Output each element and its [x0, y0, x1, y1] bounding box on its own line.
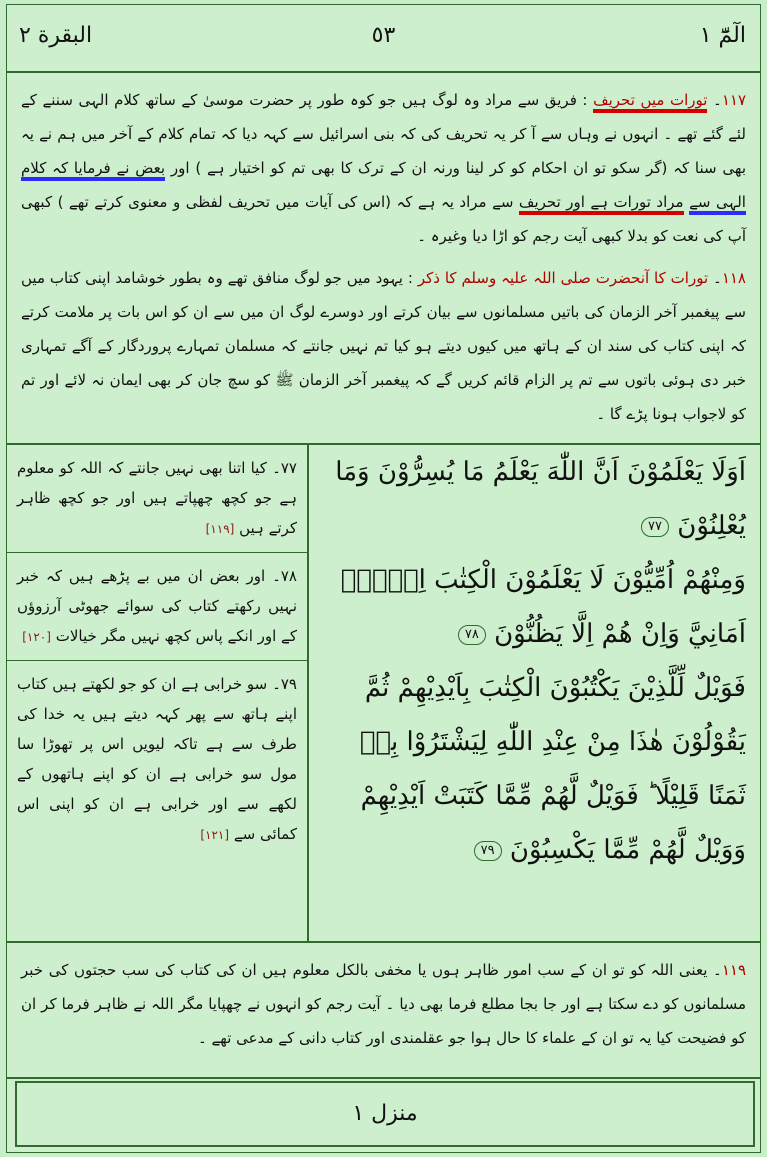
translation-column: [7, 445, 309, 941]
translation-77: [7, 445, 307, 553]
note-118-number: ١١٨: [721, 269, 746, 287]
verse-text: فَوَيْلٌ لِّلَّذِيْنَ يَكْتُبُوْنَ الْكِتٰبَ بِاَيْدِيْهِمْ ثُمَّ يَقُوْلُوْنَ هٰذَا مِنْ عِنْدِ اللّٰهِ لِيَشْتَرُوْا بِهٖ ثَمَنًا قَلِيْلًا ؕ فَوَيْلٌ لَّهُمْ مِّمَّا كَتَبَتْ اَيْدِيْهِمْ وَوَيْلٌ لَّهُمْ مِّمَّا يَكْسِبُوْنَ: [359, 673, 746, 865]
footnote-ref: [١٢٠]: [22, 630, 51, 644]
manzil-label: منزل ١: [352, 1101, 418, 1126]
note-118-body: : یہود میں جو لوگ منافق تھے وہ بطور خوشامد اپنی کتاب میں سے پیغمبر آخر الزمان کی باتیں مسلمانوں سے بیان کرتے اور دوسرے لوگ ان میں سے ان کو اس بات پر ملامت کرتے کہ اپنی کتاب کی سند ان کے ہاتھ میں کیوں دیتے ہو کیا تم نہیں جانتے کہ مسلمان تمہارے پروردگار کے آگے تمہاری خبر دی ہوئی باتوں سے تم پر الزام قائم کریں گے کہ پیغمبر آخر الزمان ﷺ کو سچ جان کر بھی ایمان نہ لائے اور تم کو لاجواب ہونا پڑے گا ۔: [21, 269, 746, 423]
note-118-title: تورات کا آنحضرت صلی اللہ علیہ وسلم کا ذکر: [417, 269, 709, 287]
note-117-tail: سے مراد یہ ہے کہ (اس کی آیات میں تحریف لفظی و معنوی کرتے تھے ) کبھی آپ کی نعت کو بدلا کبھی آیت رجم کو اڑا دیا وغیرہ ۔: [21, 193, 746, 245]
ayah-marker: ٧٩: [474, 841, 502, 861]
note-117-body: : فریق سے مراد وہ لوگ ہیں جو کوہ طور پر حضرت موسیٰ کے ساتھ کلام الہی سننے کے لئے گئے تھے ۔ انہوں نے وہاں سے آ کر یہ تحریف کی کہ بنی اسرائیل سے کہہ دیا کہ تمام کلام کے آخر میں ہم نے یہ بھی سنا کہ (گر سکو تو ان احکام کو کر لینا ورنہ ان کے ترک کا بھی تم کو اختیار ہے ) اور: [21, 91, 746, 177]
juz-name: الٓمّٓ ١: [699, 23, 746, 48]
translation-79: [7, 661, 307, 858]
ayah-marker: ٧٧: [641, 517, 669, 537]
bottom-commentary: [7, 943, 760, 1079]
note-117-number: ١١٧: [721, 91, 746, 109]
verse-77: [307, 445, 760, 553]
translation-text: ٧٩۔ سو خرابی ہے ان کو جو لکھتے ہیں کتاب اپنے ہاتھ سے پھر کہہ دیتے ہیں یہ خدا کی طرف سے ہے تاکہ لیویں اس پر تھوڑا سا مول سو خرابی ہے ان کو اپنے ہاتھوں کے لکھے سے اور خرابی ہے ان کو اپنی اس کمائی سے: [17, 675, 297, 843]
verse-section: [7, 445, 760, 943]
translation-text: ٧٨۔ اور بعض ان میں بے پڑھے ہیں کہ خبر نہیں رکھتے کتاب کی سوائے جھوٹی آرزوؤں کے اور انکے پاس کچھ نہیں مگر خیالات: [17, 567, 297, 645]
note-119-text: یعنی اللہ کو تو ان کے سب امور ظاہر ہوں یا مخفی بالکل معلوم ہیں ان کی کتاب کی سب حجتوں کی خبر مسلمانوں کو دے سکتا ہے اور جا بجا مطلع فرما بھی دیا ۔ آیت رجم کو انہوں نے چھپایا مگر اللہ نے ظاہر فرما کر ان کو فضیحت کیا یہ تو ان کے علماء کا حال ہوا جو عقلمندی اور کتاب دانی کے مدعی تھے ۔: [21, 961, 746, 1047]
note-119-number: ١١٩: [721, 961, 746, 979]
page-header: [7, 5, 760, 73]
page-frame: [6, 4, 761, 1153]
page-number: ٥٣: [371, 23, 396, 48]
note-117: ١١٧۔ تورات میں تحریف : فریق سے مراد وہ لوگ ہیں جو کوہ طور پر حضرت موسیٰ کے ساتھ کلام الہی سننے کے لئے گئے تھے ۔ انہوں نے وہاں سے آ کر یہ تحریف کی کہ بنی اسرائیل سے کہہ دیا کہ تمام کلام کے آخر میں ہم نے یہ بھی سنا کہ (گر سکو تو ان احکام کو کر لینا ورنہ ان کے ترک کا بھی تم کو اختیار ہے ) اور بعض نے فرمایا کہ کلام الہی سے مراد تورات ہے اور تحریف سے مراد یہ ہے کہ (اس کی آیات میں تحریف لفظی و معنوی کرتے تھے ) کبھی آپ کی نعت کو بدلا کبھی آیت رجم کو اڑا دیا وغیرہ ۔: [21, 91, 746, 245]
note-117-blue-highlight: بعض نے فرمایا کہ کلام الہی سے: [21, 159, 746, 215]
verse-79: [307, 661, 760, 877]
manzil-footer: [15, 1081, 755, 1147]
translation-text: ٧٧۔ کیا اتنا بھی نہیں جانتے کہ اللہ کو معلوم ہے جو کچھ چھپاتے ہیں اور جو کچھ ظاہر کرتے ہیں: [17, 459, 297, 537]
verse-78: [307, 553, 760, 661]
note-118: ١١٨۔ تورات کا آنحضرت صلی اللہ علیہ وسلم کا ذکر : یہود میں جو لوگ منافق تھے وہ بطور خوشامد اپنی کتاب میں سے پیغمبر آخر الزمان کی باتیں مسلمانوں سے بیان کرتے اور دوسرے لوگ ان میں سے ان کو اس بات پر ملامت کرتے کہ اپنی کتاب کی سند ان کے ہاتھ میں کیوں دیتے ہو کیا تم نہیں جانتے کہ مسلمان تمہارے پروردگار کے آگے تمہاری خبر دی ہوئی باتوں سے تم پر الزام قائم کریں گے کہ پیغمبر آخر الزمان ﷺ کو سچ جان کر بھی ایمان نہ لائے اور تم کو لاجواب ہونا پڑے گا ۔: [21, 269, 746, 423]
translation-78: [7, 553, 307, 661]
note-117-title: تورات میں تحریف: [593, 91, 707, 113]
ayah-marker: ٧٨: [458, 625, 486, 645]
verse-text: اَوَلَا يَعْلَمُوْنَ اَنَّ اللّٰهَ يَعْلَمُ مَا يُسِرُّوْنَ وَمَا يُعْلِنُوْنَ: [335, 457, 746, 541]
top-commentary: [7, 75, 760, 445]
note-117-red-highlight: مراد تورات ہے اور تحریف: [519, 193, 684, 215]
note-119: ١١٩۔ یعنی اللہ کو تو ان کے سب امور ظاہر ہوں یا مخفی بالکل معلوم ہیں ان کی کتاب کی سب حجتوں کی خبر مسلمانوں کو دے سکتا ہے اور جا بجا مطلع فرما بھی دیا ۔ آیت رجم کو انہوں نے چھپایا مگر اللہ نے ظاہر فرما کر ان کو فضیحت کیا یہ تو ان کے علماء کا حال ہوا جو عقلمندی اور کتاب دانی کے مدعی تھے ۔: [21, 961, 746, 1047]
surah-name: البقرة ٢: [19, 23, 93, 48]
verse-text: وَمِنْهُمْ اُمِّيُّوْنَ لَا يَعْلَمُوْنَ الْكِتٰبَ اِلَّاۤ اَمَانِيَّ وَاِنْ هُمْ اِلَّا يَظُنُّوْنَ: [340, 565, 746, 649]
footnote-ref: [١١٩]: [205, 522, 235, 536]
arabic-column: [307, 445, 760, 941]
footnote-ref: [١٢١]: [200, 828, 230, 842]
